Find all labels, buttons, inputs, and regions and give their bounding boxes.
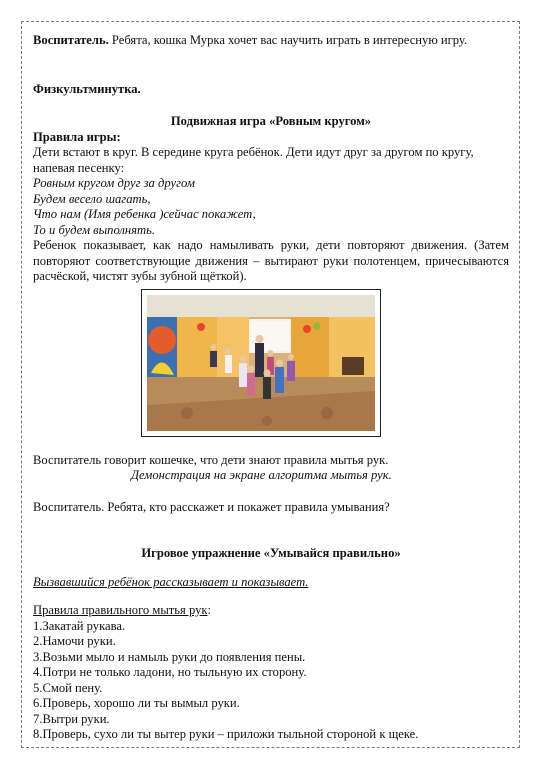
intro-paragraph bbox=[33, 33, 509, 49]
intro-speaker: Воспитатель. bbox=[33, 33, 109, 47]
rules-heading: Правила игры: bbox=[33, 129, 121, 144]
handwash-rules-heading bbox=[33, 603, 509, 619]
demo-note: Демонстрация на экране алгоритма мытья рук. bbox=[131, 468, 392, 482]
song-line: Ровным кругом друг за другом bbox=[33, 176, 195, 190]
game-title: Подвижная игра «Ровным кругом» bbox=[170, 114, 372, 128]
song-line: Что нам (Имя ребенка )сейчас покажет, bbox=[33, 207, 256, 221]
handwash-step: 6.Проверь, хорошо ли ты вымыл руки. bbox=[33, 696, 240, 710]
volunteer-note: Вызвавшийся ребёнок рассказывает и показывает. bbox=[33, 574, 309, 589]
handwash-step: 2.Намочи руки. bbox=[33, 634, 116, 648]
child-text: Ребенок показывает, как надо намыливать руки, дети повторяют движения. (Затем повторяют соответствующие движения – вытирают руки полотенцем, причесываются расчёской, чистят зубы зубной щёткой). bbox=[33, 238, 509, 283]
teacher-says: Воспитатель говорит кошечке, что дети знают правила мытья рук. bbox=[33, 452, 389, 467]
handwash-step: 5.Смой пену. bbox=[33, 680, 103, 695]
photo-frame bbox=[141, 289, 381, 437]
phys-break-title: Физкультминутка. bbox=[33, 81, 141, 96]
handwash-step: 3.Возьми мыло и намыль руки до появления пены. bbox=[33, 649, 306, 664]
rules-text: Дети встают в круг. В середине круга ребёнок. Дети идут друг за другом по кругу, напевая песенку: bbox=[33, 145, 474, 175]
document-body bbox=[33, 33, 509, 743]
handwash-step: 4.Потри не только ладони, но тыльную их сторону. bbox=[33, 665, 307, 679]
handwash-step: 7.Вытри руки. bbox=[33, 711, 110, 726]
intro-text: Ребята, кошка Мурка хочет вас научить играть в интересную игру. bbox=[108, 33, 468, 47]
song-line: То и будем выполнять. bbox=[33, 222, 155, 237]
handwash-rules-colon: : bbox=[207, 603, 212, 617]
classroom-photo bbox=[147, 295, 375, 431]
question: Воспитатель. Ребята, кто расскажет и покажет правила умывания? bbox=[33, 499, 390, 514]
exercise-title: Игровое упражнение «Умывайся правильно» bbox=[141, 546, 401, 560]
song-line: Будем весело шагать, bbox=[33, 191, 151, 206]
handwash-step: 1.Закатай рукава. bbox=[33, 618, 126, 633]
handwash-step: 8.Проверь, сухо ли ты вытер руки – приложи тыльной стороной к щеке. bbox=[33, 727, 419, 741]
handwash-rules-heading-text: Правила правильного мытья рук bbox=[33, 603, 208, 617]
